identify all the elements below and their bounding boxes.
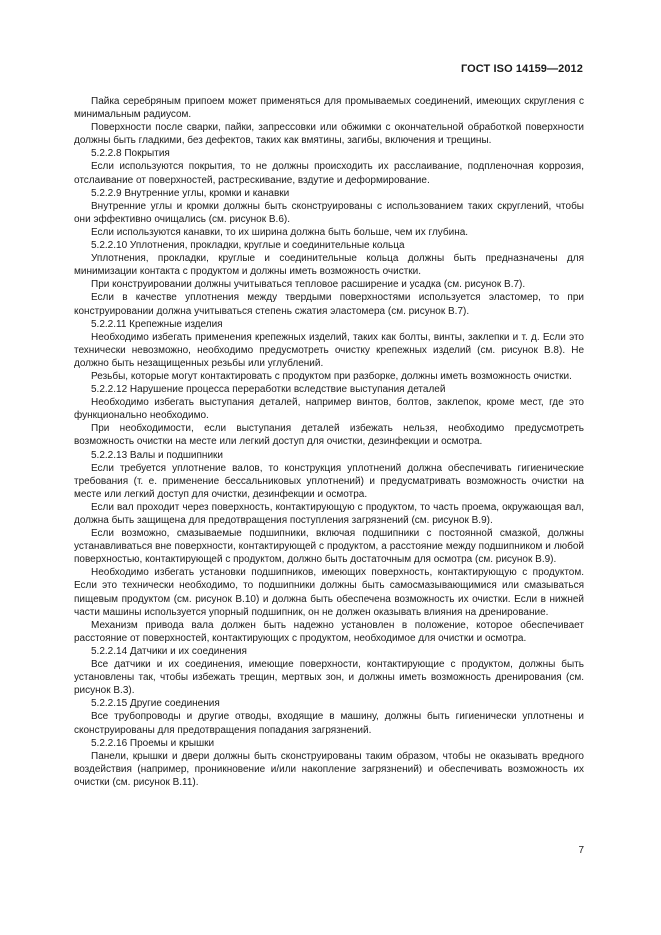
paragraph: При необходимости, если выступания деталей избежать нельзя, необходимо предусмотреть возможность очистки на месте или легкий доступ для очистки, дезинфекции и осмотра. [74, 423, 584, 448]
paragraph: При конструировании должны учитываться тепловое расширение и усадка (см. рисунок В.7). [91, 279, 526, 291]
paragraph: Если требуется уплотнение валов, то конструкция уплотнений должна обеспечивать гигиенические требования (т. е. применение бессальниковых уплотнений) и предусматривать возможность очистки на месте или легкий доступ для очистки, дезинфекции и осмотра. [74, 462, 584, 500]
paragraph: Если используются канавки, то их ширина должна быть больше, чем их глубина. [91, 226, 469, 238]
section-heading: 5.2.2.10 Уплотнения, прокладки, круглые и соединительные кольца [91, 240, 405, 252]
paragraph: Поверхности после сварки, пайки, запрессовки или обжимки с окончательной обработкой поверхности должны быть гладкими, без дефектов, таких как вмятины, загибы, включения и трещины. [74, 122, 584, 147]
section-heading: 5.2.2.14 Датчики и их соединения [91, 645, 247, 657]
paragraph: Пайка серебряным припоем может применяться для промываемых соединений, имеющих скругления с минимальным радиусом. [74, 96, 584, 121]
section-heading: 5.2.2.16 Проемы и крышки [91, 737, 215, 749]
document-body [74, 95, 584, 789]
paragraph: Если в качестве уплотнения между твердыми поверхностями используется эластомер, то при конструировании должна учитываться степень сжатия эластомера (см. рисунок В.7). [74, 292, 584, 317]
paragraph: Если используются покрытия, то не должны происходить их расслаивание, подпленочная коррозия, отслаивание от поверхностей, растрескивание, вздутие и деформирование. [74, 161, 584, 186]
paragraph: Если возможно, смазываемые подшипники, включая подшипники с постоянной смазкой, должны устанавливаться вне поверхности, контактирующей с продуктом, а расстояние между подшипником и любой поверхностью, контактирующей с продуктом, должно быть достаточным для осмотра (см. рисунок В.9). [74, 528, 584, 566]
paragraph: Внутренние углы и кромки должны быть сконструированы с использованием таких скруглений, чтобы они эффективно очищались (см. рисунок В.6). [74, 200, 584, 225]
paragraph: Уплотнения, прокладки, круглые и соединительные кольца должны быть предназначены для минимизации контакта с продуктом и должны иметь возможность очистки. [74, 253, 584, 278]
paragraph: Все трубопроводы и другие отводы, входящие в машину, должны быть гигиенически уплотнены и сконструированы для предотвращения попадания загрязнений. [74, 711, 584, 736]
section-heading: 5.2.2.12 Нарушение процесса переработки вследствие выступания деталей [91, 384, 446, 396]
paragraph: Если вал проходит через поверхность, контактирующую с продуктом, то часть проема, окружающая вал, должна быть защищена для предотвращения поступления загрязнений (см. рисунок В.9). [74, 501, 584, 526]
paragraph: Необходимо избегать выступания деталей, например винтов, болтов, заклепок, кроме мест, где это функционально необходимо. [74, 397, 584, 422]
paragraph: Механизм привода вала должен быть надежно установлен в положение, которое обеспечивает расстояние от поверхностей, контактирующих с продуктом, необходимое для очистки и осмотра. [74, 619, 584, 644]
standard-code: ГОСТ ISO 14159—2012 [460, 63, 583, 75]
section-heading: 5.2.2.9 Внутренние углы, кромки и канавки [91, 187, 290, 199]
section-heading: 5.2.2.8 Покрытия [91, 148, 170, 160]
paragraph: Все датчики и их соединения, имеющие поверхности, контактирующие с продуктом, должны быть установлены так, чтобы избежать трещин, мертвых зон, и должны иметь возможность дренирования (см. рисунок В.3). [74, 659, 584, 697]
paragraph: Панели, крышки и двери должны быть сконструированы таким образом, чтобы не оказывать вредного воздействия (например, проникновение и/или накопление загрязнений) и обеспечивать возможность их очистки (см. рисунок В.11). [74, 750, 584, 788]
paragraph: Необходимо избегать применения крепежных изделий, таких как болты, винты, заклепки и т. д. Если это технически невозможно, необходимо предусмотреть очистку крепежных изделий (см. рисунок В.8). Не должно быть незащищенных резьбы или углублений. [74, 331, 584, 369]
paragraph: Резьбы, которые могут контактировать с продуктом при разборке, должны иметь возможность очистки. [91, 370, 572, 382]
section-heading: 5.2.2.15 Другие соединения [91, 698, 220, 710]
paragraph: Необходимо избегать установки подшипников, имеющих поверхность, контактирующую с продуктом. Если это технически необходимо, то подшипники должны быть самосмазывающимися или смазываться пищевым продуктом (см. рисунок В.10) и должна быть обеспечена возможность их очистки. Если в нижней части машины используется упорный подшипник, он не должен оказывать влияния на дренирование. [74, 567, 584, 618]
page-number: 7 [578, 845, 584, 856]
section-heading: 5.2.2.11 Крепежные изделия [91, 318, 223, 330]
section-heading: 5.2.2.13 Валы и подшипники [91, 449, 224, 461]
